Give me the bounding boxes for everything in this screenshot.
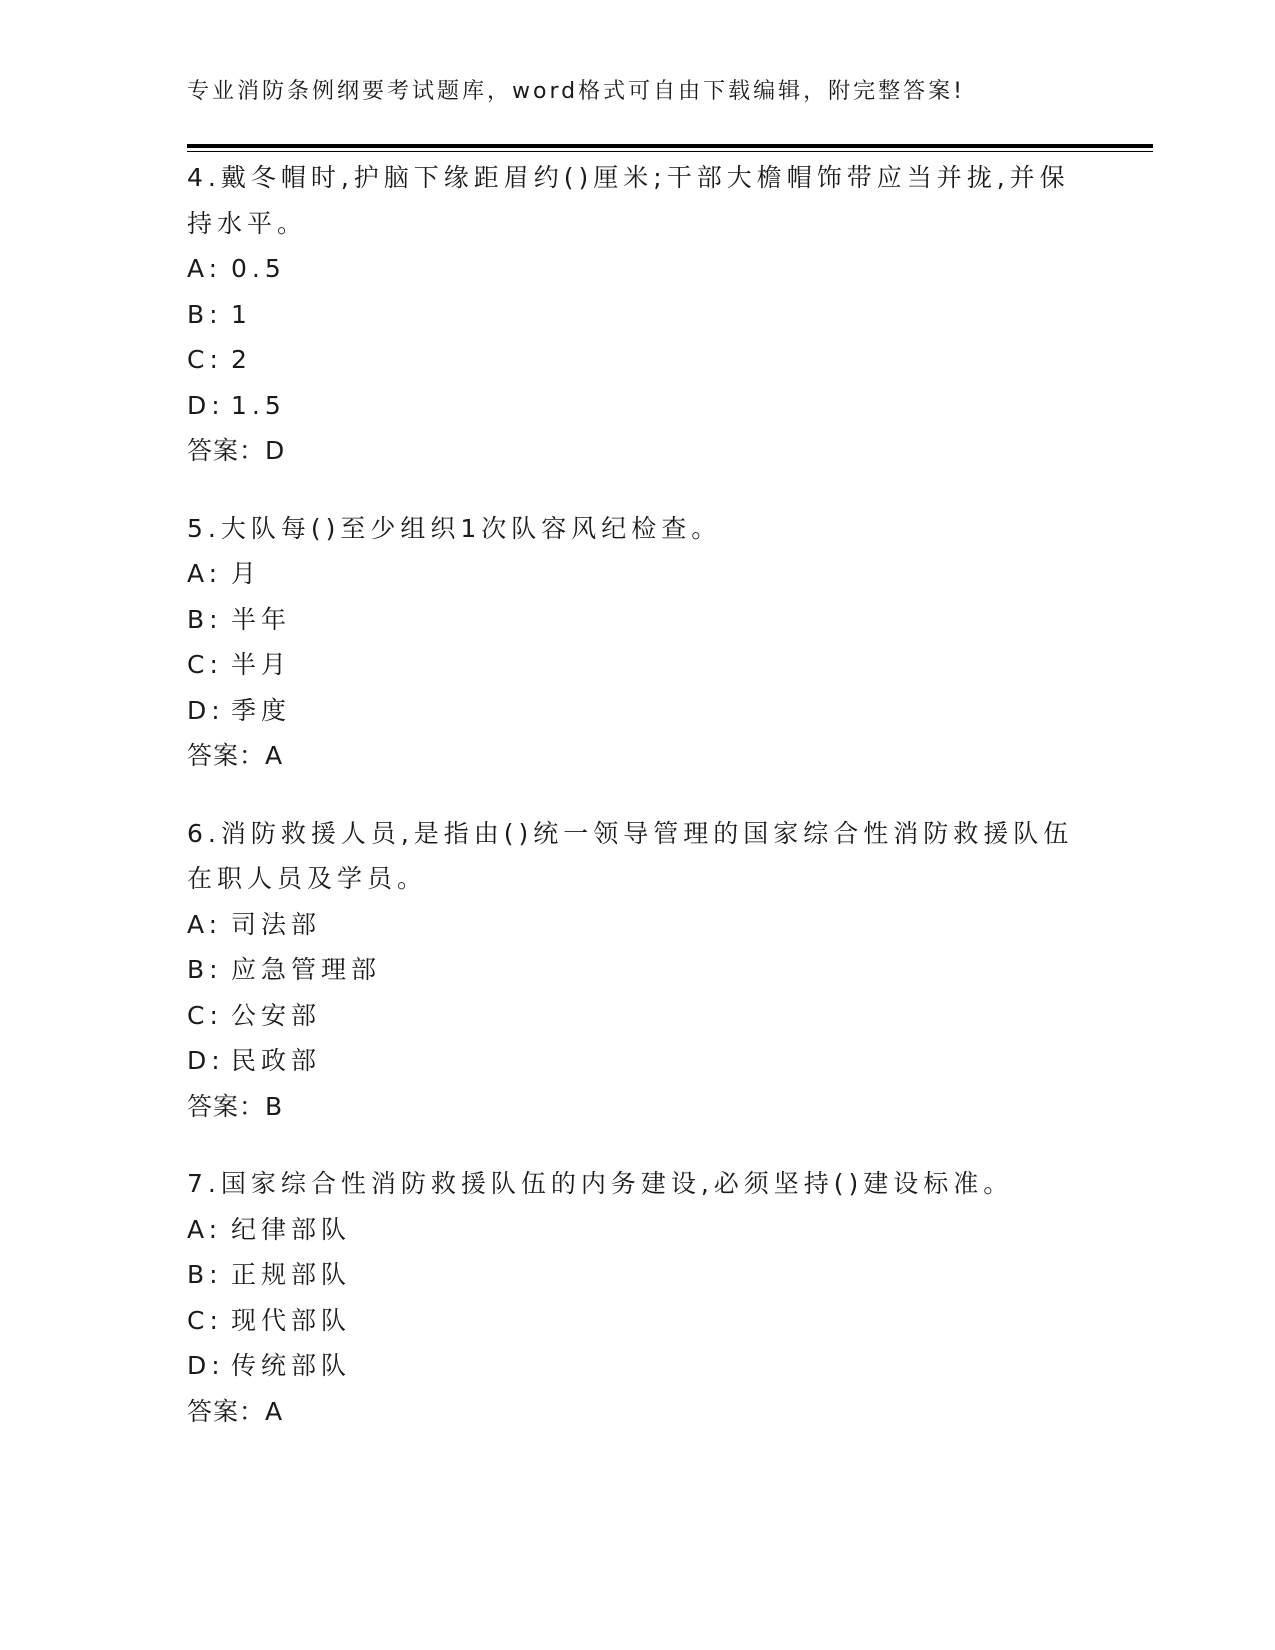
option-letter: C: [187,1305,223,1335]
answer-line: 答案：B [187,1091,284,1121]
option-text: 公安部 [231,1000,322,1030]
question-item [187,1161,1087,1434]
question-stem: 5.大队每()至少组织1次队容风纪检查。 [187,513,722,543]
option-c [187,993,1087,1039]
option-text: 民政部 [231,1046,322,1075]
option-a [187,1207,1087,1253]
option-letter: A: [187,559,223,588]
answer-line: 答案：A [187,1396,284,1426]
option-d [187,383,1087,429]
answer-line: 答案：D [187,436,286,465]
option-letter: B: [187,955,223,984]
option-letter: B: [187,1260,223,1289]
option-letter: D: [187,1046,225,1075]
option-text: 正规部队 [231,1260,352,1289]
option-text: 1 [231,299,252,329]
question-item [187,811,1087,1130]
option-text: 应急管理部 [231,955,382,984]
option-b [187,292,1087,338]
option-text: 1.5 [231,390,286,420]
option-a [187,902,1087,948]
option-letter: C: [187,345,223,374]
option-b [187,1252,1087,1298]
option-b [187,947,1087,993]
option-letter: D: [187,1351,225,1380]
option-text: 季度 [231,695,292,725]
document-header: 专业消防条例纲要考试题库，word格式可自由下载编辑，附完整答案! [187,79,965,104]
option-text: 司法部 [231,909,322,939]
option-letter: C: [187,1000,223,1030]
option-c [187,337,1087,383]
question-item [187,506,1087,779]
option-text: 2 [231,345,252,374]
option-text: 月 [231,559,262,588]
option-d [187,1038,1087,1084]
option-a [187,246,1087,292]
option-a [187,551,1087,597]
option-c [187,642,1087,688]
option-b [187,597,1087,643]
option-text: 半月 [231,650,292,679]
question-item [187,155,1087,474]
answer-line: 答案：A [187,741,284,770]
option-text: 纪律部队 [231,1214,352,1244]
option-letter: A: [187,1214,223,1244]
option-text: 0.5 [231,254,286,283]
option-text: 现代部队 [231,1305,352,1335]
option-letter: B: [187,299,223,329]
option-d [187,688,1087,734]
option-letter: B: [187,604,223,634]
option-letter: D: [187,695,225,725]
header-divider-thick [187,144,1153,148]
question-stem: 7.国家综合性消防救援队伍的内务建设,必须坚持()建设标准。 [187,1169,1014,1198]
question-stem: 4.戴冬帽时,护脑下缘距眉约()厘米;干部大檐帽饰带应当并拢,并保持水平。 [187,163,1070,238]
option-text: 传统部队 [231,1351,352,1380]
option-letter: C: [187,650,223,679]
option-c [187,1298,1087,1344]
option-letter: D: [187,390,225,420]
question-stem: 6.消防救援人员,是指由()统一领导管理的国家综合性消防救援队伍在职人员及学员。 [187,818,1074,893]
option-text: 半年 [231,604,292,634]
option-letter: A: [187,254,223,283]
option-d [187,1343,1087,1389]
option-letter: A: [187,909,223,939]
header-divider-thin [187,151,1153,152]
question-list [187,155,1087,1466]
